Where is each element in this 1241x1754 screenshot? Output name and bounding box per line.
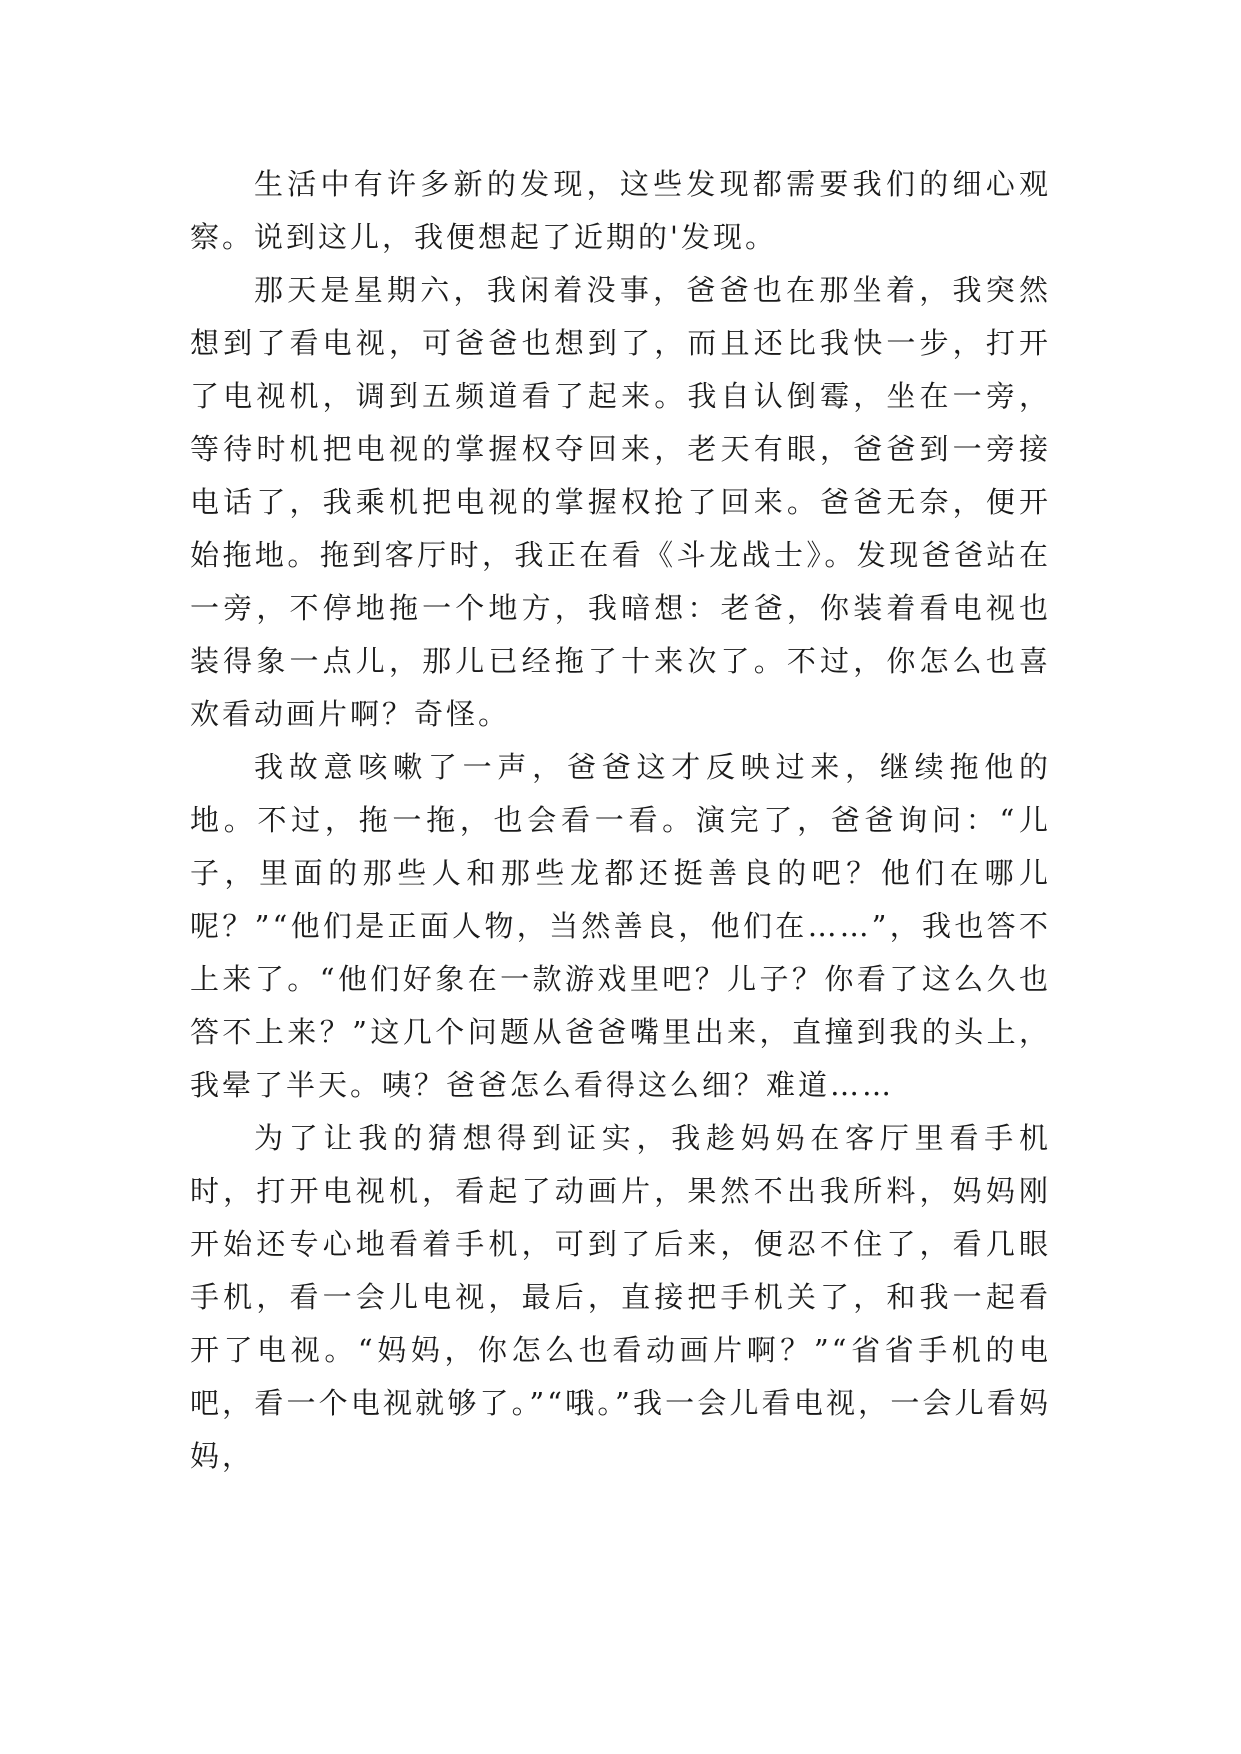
paragraph-2: 那天是星期六，我闲着没事，爸爸也在那坐着，我突然想到了看电视，可爸爸也想到了，而且还比我快一步，打开了电视机，调到五频道看了起来。我自认倒霉，坐在一旁，等待时机把电视的掌握权夺回来，老天有眼，爸爸到一旁接电话了，我乘机把电视的掌握权抢了回来。爸爸无奈，便开始拖地。拖到客厅时，我正在看《斗龙战士》。发现爸爸站在一旁，不停地拖一个地方，我暗想：老爸，你装着看电视也装得象一点儿，那儿已经拖了十来次了。不过，你怎么也喜欢看动画片啊？奇怪。 [190,273,1051,731]
paragraph-3: 我故意咳嗽了一声，爸爸这才反映过来，继续拖他的地。不过，拖一拖，也会看一看。演完了，爸爸询问：“儿子，里面的那些人和那些龙都还挺善良的吧？他们在哪儿呢？”“他们是正面人物，当然善良，他们在……”，我也答不上来了。“他们好象在一款游戏里吧？儿子？你看了这么久也答不上来？”这几个问题从爸爸嘴里出来，直撞到我的头上，我晕了半天。咦？爸爸怎么看得这么细？难道…… [190,750,1051,1102]
paragraph-1: 生活中有许多新的发现，这些发现都需要我们的细心观察。说到这儿，我便想起了近期的'发现。 [190,167,1051,254]
paragraph-4: 为了让我的猜想得到证实，我趁妈妈在客厅里看手机时，打开电视机，看起了动画片，果然不出我所料，妈妈刚开始还专心地看着手机，可到了后来，便忍不住了，看几眼手机，看一会儿电视，最后，直接把手机关了，和我一起看开了电视。“妈妈，你怎么也看动画片啊？”“省省手机的电吧，看一个电视就够了。”“哦。”我一会儿看电视，一会儿看妈妈， [190,1121,1051,1473]
document-body [190,158,1051,1483]
